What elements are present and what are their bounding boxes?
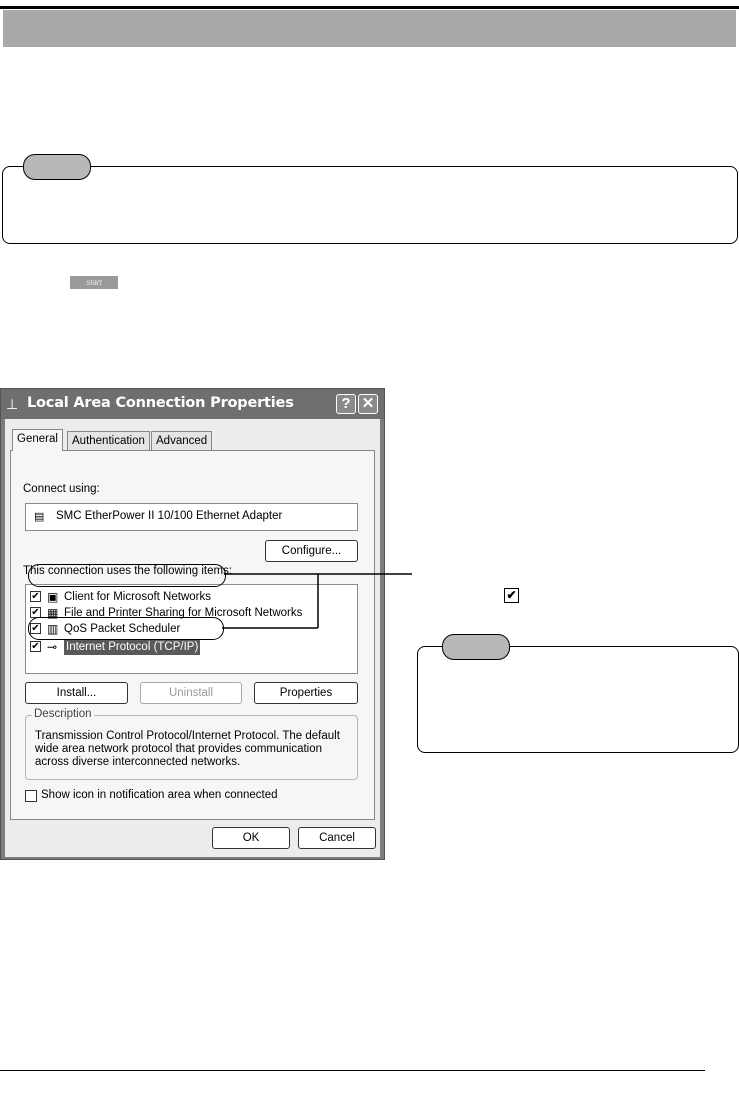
network-connection-icon: ⊥ xyxy=(6,396,19,412)
dialog-title: Local Area Connection Properties xyxy=(27,395,294,411)
tab-authentication[interactable]: Authentication xyxy=(67,431,150,450)
item-checkbox[interactable]: ✔ xyxy=(31,591,40,602)
properties-button[interactable]: Properties xyxy=(254,682,358,704)
item-checkbox[interactable]: ✔ xyxy=(31,623,40,634)
ok-button[interactable]: OK xyxy=(212,827,290,849)
checkmark-symbol: ✔ xyxy=(504,588,519,603)
start-button-image: start xyxy=(70,276,118,289)
items-label: This connection uses the following items: xyxy=(23,565,233,577)
item-label: QoS Packet Scheduler xyxy=(64,623,181,635)
adapter-name: SMC EtherPower II 10/100 Ethernet Adapter xyxy=(56,510,283,522)
help-button[interactable]: ? xyxy=(336,394,356,414)
show-icon-label: Show icon in notification area when connected xyxy=(41,789,278,801)
description-legend: Description xyxy=(34,708,92,720)
item-checkbox[interactable]: ✔ xyxy=(31,641,40,652)
item-label: File and Printer Sharing for Microsoft Networks xyxy=(64,607,303,619)
description-text: Transmission Control Protocol/Internet Protocol. The default wide area network protocol that provides communication across diverse interconnected networks. xyxy=(35,730,340,768)
close-button[interactable]: ✕ xyxy=(358,394,378,414)
protocol-icon: ⊸ xyxy=(47,640,58,654)
network-adapter-icon: ▤ xyxy=(34,511,45,523)
item-label: Client for Microsoft Networks xyxy=(64,591,211,603)
cancel-button[interactable]: Cancel xyxy=(298,827,376,849)
tab-general[interactable]: General xyxy=(12,429,63,451)
note-tab-side xyxy=(442,634,510,660)
install-button[interactable]: Install... xyxy=(25,682,128,704)
configure-button[interactable]: Configure... xyxy=(265,540,358,562)
network-client-icon: ▣ xyxy=(47,590,59,604)
connect-using-label: Connect using: xyxy=(23,483,100,495)
item-checkbox[interactable]: ✔ xyxy=(31,607,40,618)
note-box-side xyxy=(417,646,739,753)
printer-sharing-icon: ▦ xyxy=(47,606,59,620)
tab-advanced[interactable]: Advanced xyxy=(151,431,212,450)
scheduler-icon: ▥ xyxy=(47,622,59,636)
uninstall-button[interactable]: Uninstall xyxy=(140,682,242,704)
bottom-rule xyxy=(0,1070,705,1071)
item-label: Internet Protocol (TCP/IP) xyxy=(66,641,199,653)
